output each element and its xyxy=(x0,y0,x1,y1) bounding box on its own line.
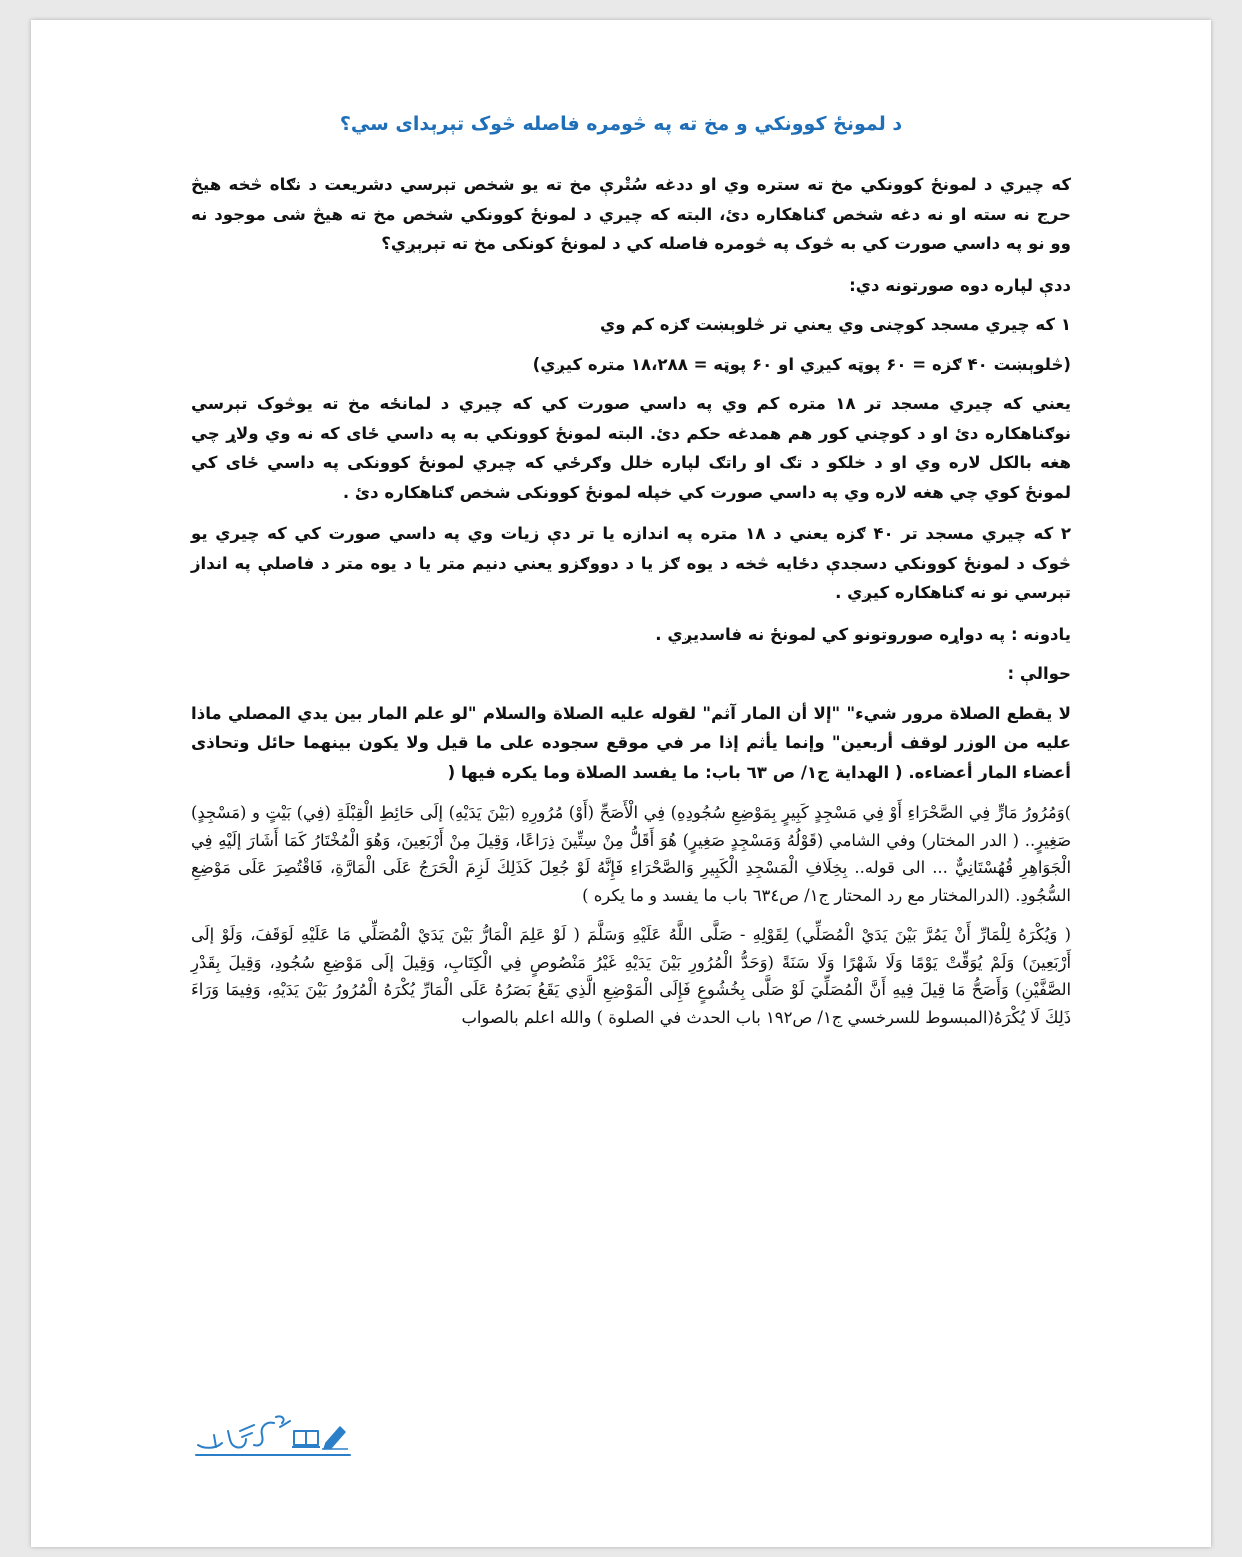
paragraph-note: یادونه : په دواړه صوروتونو کي لمونځ نه فاسدیږي . xyxy=(655,624,1071,644)
paragraph-case-one-detail: یعني که چیري مسجد تر ۱۸ متره کم وي په داسي صورت کي که چیري د لمانځه مخ ته یوڅوک تېرسي نوګناهکاره دئ او د کوچني کور هم همدغه حکم دئ. البته لمونځ کوونکي به په داسي ځای که نه وي ولاړ چي هغه بالکل لاره وي او د خلکو د تګ او راتګ لپاره خلل وګرځي که چیري لمونځ کوونکی په داسي ځای کي لمونځ کوي چي هغه لاره وي په داسي صورت کي خپله لمونځ کوونکی شخص ګناهکاره دئ . xyxy=(191,394,1072,502)
document-page xyxy=(31,20,1211,1547)
reference-durr-mukhtar: )وَمُرُورُ مَارٍّ فِي الصَّحْرَاءِ أَوْ فِي مَسْجِدٍ كَبِيرٍ بِمَوْضِعِ سُجُودِهِ) فِي الْأَصَحِّ (أَوْ) مُرُورِهِ (بَيْنَ يَدَيْهِ) إلَى حَائِطِ الْقِبْلَةِ (فِي) بَيْتٍ و (مَسْجِدٍ) صَغِيرٍ.. ( الدر المختار) وفي الشامي (قَوْلُهُ وَمَسْجِدٍ صَغِيرٍ) هُوَ أَقَلُّ مِنْ سِتِّينَ ذِرَاعًا، وَقِيلَ مِنْ أَرْبَعِينَ، وَهُوَ الْمُخْتَارُ كَمَا أَشَارَ إلَيْهِ فِي الْجَوَاهِرِ قُهُسْتَانِيٌّ ... الى قوله.. بِخِلَافِ الْمَسْجِدِ الْكَبِيرِ وَالصَّحْرَاءِ فَإِنَّهُ لَوْ جُعِلَ كَذَلِكَ لَزِمَ الْحَرَجُ عَلَى الْمَارَّةِ، فَاقْتُصِرَ عَلَى مَوْضِعِ السُّجُودِ. (الدرالمختار مع رد المحتار ج١/ ص٦٣٤ باب ما يفسد و ما يكره ) xyxy=(191,803,1071,905)
reference-mabsut: ( وَيُكْرَهُ لِلْمَارِّ أَنْ يَمُرَّ بَيْنَ يَدَيْ الْمُصَلِّي) لِقَوْلِهِ - صَلَّى اللَّهُ عَلَيْهِ وَسَلَّمَ ( لَوْ عَلِمَ الْمَارُّ بَيْنَ يَدَيْ الْمُصَلِّي مَا عَلَيْهِ لَوَقَفَ، وَلَوْ إلَى أَرْبَعِينَ) وَلَمْ يُوَقِّتْ يَوْمًا وَلَا شَهْرًا وَلَا سَنَةً (وَحَدُّ الْمُرُورِ بَيْنَ يَدَيْهِ غَيْرُ مَنْصُوصٍ فِي الْكِتَابِ، وَقِيلَ إلَى مَوْضِعِ سُجُودِ، وَقِيلَ بِقَدْرِ الصَّفَّيْنِ) وَأَصَحُّ مَا قِيلَ فِيهِ أَنَّ الْمُصَلِّيَ لَوْ صَلَّى بِخُشُوعٍ فَإِلَى الْمَوْضِعِ الَّذِي يَقَعُ بَصَرُهُ عَلَى الْمَارِّ يُكْرَهُ الْمُرُورُ بَيْنَ يَدَيْهِ، وَفِيمَا وَرَاءَ ذَلِكَ لَا يُكْرَهُ(المبسوط للسرخسي ج١/ ص١٩٢ باب الحدث في الصلوة ) والله اعلم بالصواب xyxy=(191,925,1071,1027)
signature-logo xyxy=(194,1405,354,1465)
pen-icon xyxy=(322,1427,348,1449)
document-body xyxy=(191,170,1071,1043)
paragraph-intro: که چیري د لمونځ کوونکي مخ ته ستره وي او ددغه سُتْرې مخ ته یو شخص تېرسي دشریعت د نګاه څخه هیڅ حرج نه سته او نه دغه شخص ګناهکاره دئ، البته که چیري د لمونځ کوونکي شخص مخ ته هیڅ شی موجود نه وو نو په داسي صورت کي به څوک په څومره فاصله کي د لمونځ کونکی مخ ته تېرېږي؟ xyxy=(191,175,1071,253)
paragraph-measurement: (څلوېښت ۴۰ ګزه = ۶۰ پوټه کیږي او ۶۰ پوټه = ۱۸،۲۸۸ متره کیږي) xyxy=(532,354,1071,374)
page-title: د لمونځ کوونکي و مخ ته په څومره فاصله څوک تېرېدای سي؟ xyxy=(339,113,903,135)
paragraph-cases-heading: ددې لپاره دوه صورتونه دي: xyxy=(849,275,1071,295)
reference-hidaya: لا يقطع الصلاة مرور شيء" "إلا أن المار آثم" لقوله عليه الصلاة والسلام "لو علم المار بين يدي المصلي ماذا عليه من الوزر لوقف أربعين" وإنما يأثم إذا مر في موقع سجوده على ما قيل ولا يكون بينهما حائل وتحاذى أعضاء المار أعضاءه. ( الهداية ج١/ ص ٦٣ باب: ما يفسد الصلاة وما يكره فيها ( xyxy=(191,703,1071,782)
paragraph-case-one: ۱ که چیري مسجد کوچنی وي یعني تر څلوېښت ګزه کم وي xyxy=(600,315,1071,334)
book-icon xyxy=(292,1431,320,1447)
references-heading: حوالې : xyxy=(1007,664,1071,683)
paragraph-case-two: ۲ که چیري مسجد تر ۴۰ ګزه یعني د ۱۸ متره په اندازه یا تر دې زیات وي په داسي صورت کي که چیري یو څوک د لمونځ کوونکي دسجدې دځایه څخه د یوه ګز یا د دووګزو یعني دنیم متر یا د یوه متر د فاصلې په انداز تېرسي نو نه ګناهکاره کیږي . xyxy=(191,524,1071,602)
